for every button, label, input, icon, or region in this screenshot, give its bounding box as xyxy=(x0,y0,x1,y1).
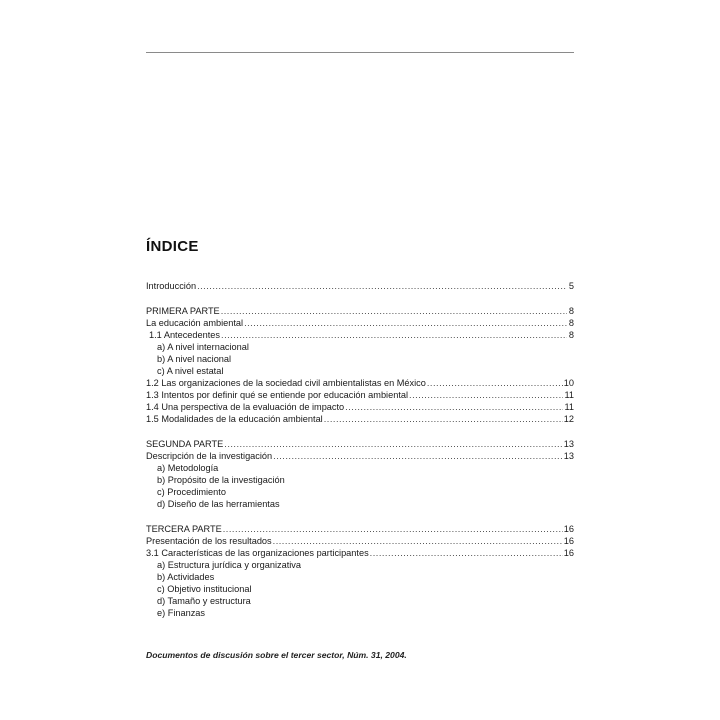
toc-entry-label: e) Finanzas xyxy=(157,608,206,618)
dot-leader xyxy=(244,317,567,329)
toc-entry-segunda-parte[interactable] xyxy=(146,438,574,450)
toc-entry-primera-parte[interactable] xyxy=(146,305,574,317)
toc-entry-osc-ambientalistas[interactable] xyxy=(146,377,574,389)
toc-subentry[interactable] xyxy=(146,571,574,583)
toc-entry-label: b) Propósito de la investigación xyxy=(157,475,285,485)
toc-entry-label: b) Actividades xyxy=(157,572,215,582)
toc-subentry[interactable] xyxy=(146,462,574,474)
dot-leader xyxy=(324,413,563,425)
toc-entry-introduccion[interactable] xyxy=(146,280,574,292)
toc-entry-label: b) A nivel nacional xyxy=(157,354,232,364)
toc-entry-label: 1.5 Modalidades de la educación ambiental xyxy=(146,414,323,424)
toc-entry-label: TERCERA PARTE xyxy=(146,524,222,534)
toc-entry-caracteristicas-organizaciones[interactable] xyxy=(146,547,574,559)
toc-entry-label: c) Procedimiento xyxy=(157,487,226,497)
toc-subentry[interactable] xyxy=(146,607,574,619)
toc-entry-perspectiva-evaluacion[interactable] xyxy=(146,401,574,413)
toc-entry-modalidades[interactable] xyxy=(146,413,574,425)
toc-entry-label: SEGUNDA PARTE xyxy=(146,439,224,449)
toc-subentry[interactable] xyxy=(146,559,574,571)
toc-entry-tercera-parte[interactable] xyxy=(146,523,574,535)
toc-entry-intentos-definir[interactable] xyxy=(146,389,574,401)
toc-page-number: 8 xyxy=(568,318,574,328)
toc-entry-label: 1.4 Una perspectiva de la evaluación de impacto xyxy=(146,402,345,412)
toc-entry-label: a) Estructura jurídica y organizativa xyxy=(157,560,301,570)
dot-leader xyxy=(273,535,563,547)
toc-subentry[interactable] xyxy=(146,341,574,353)
dot-leader xyxy=(224,438,563,450)
toc-page-number: 10 xyxy=(563,378,574,388)
toc-page-number: 16 xyxy=(563,536,574,546)
toc-entry-antecedentes[interactable] xyxy=(146,329,574,341)
toc-page-number: 12 xyxy=(563,414,574,424)
toc-page-number: 16 xyxy=(563,548,574,558)
toc-entry-label: a) Metodología xyxy=(157,463,219,473)
toc-entry-label: PRIMERA PARTE xyxy=(146,306,220,316)
page-title: ÍNDICE xyxy=(146,238,199,255)
toc-page-number: 16 xyxy=(563,524,574,534)
toc-entry-label: 1.3 Intentos por definir qué se entiende por educación ambiental xyxy=(146,390,409,400)
toc-entry-label: Introducción xyxy=(146,281,197,291)
toc-entry-label: d) Diseño de las herramientas xyxy=(157,499,280,509)
toc-entry-label: c) A nivel estatal xyxy=(157,366,224,376)
dot-leader xyxy=(197,280,567,292)
toc-page-number: 11 xyxy=(564,390,574,400)
header-rule xyxy=(146,52,574,53)
toc-entry-label: d) Tamaño y estructura xyxy=(157,596,251,606)
toc-subentry[interactable] xyxy=(146,486,574,498)
toc-entry-descripcion-investigacion[interactable] xyxy=(146,450,574,462)
toc-page-number: 8 xyxy=(568,330,574,340)
toc-entry-label: 1.1 Antecedentes xyxy=(149,330,221,340)
toc-page-number: 13 xyxy=(563,451,574,461)
dot-leader xyxy=(427,377,563,389)
toc-subentry[interactable] xyxy=(146,583,574,595)
dot-leader xyxy=(273,450,563,462)
toc-subentry[interactable] xyxy=(146,498,574,510)
toc-page-number: 8 xyxy=(568,306,574,316)
toc-page-number: 11 xyxy=(564,402,574,412)
document-footer: Documentos de discusión sobre el tercer sector, Núm. 31, 2004. xyxy=(146,650,407,660)
toc-entry-label: Descripción de la investigación xyxy=(146,451,273,461)
toc-entry-label: La educación ambiental xyxy=(146,318,244,328)
dot-leader xyxy=(345,401,563,413)
dot-leader xyxy=(370,547,563,559)
toc-entry-label: a) A nivel internacional xyxy=(157,342,249,352)
toc-entry-educacion-ambiental[interactable] xyxy=(146,317,574,329)
dot-leader xyxy=(221,305,567,317)
toc-subentry[interactable] xyxy=(146,353,574,365)
toc-entry-label: Presentación de los resultados xyxy=(146,536,272,546)
toc-page-number: 5 xyxy=(568,281,574,291)
toc-subentry[interactable] xyxy=(146,474,574,486)
toc-subentry[interactable] xyxy=(146,595,574,607)
dot-leader xyxy=(223,523,563,535)
toc-page-number: 13 xyxy=(563,439,574,449)
toc-entry-label: c) Objetivo institucional xyxy=(157,584,252,594)
toc-entry-label: 1.2 Las organizaciones de la sociedad civil ambientalistas en México xyxy=(146,378,426,388)
dot-leader xyxy=(409,389,563,401)
toc-subentry[interactable] xyxy=(146,365,574,377)
toc-entry-label: 3.1 Características de las organizaciones participantes xyxy=(146,548,369,558)
table-of-contents xyxy=(146,280,574,619)
toc-entry-presentacion-resultados[interactable] xyxy=(146,535,574,547)
dot-leader xyxy=(221,329,567,341)
